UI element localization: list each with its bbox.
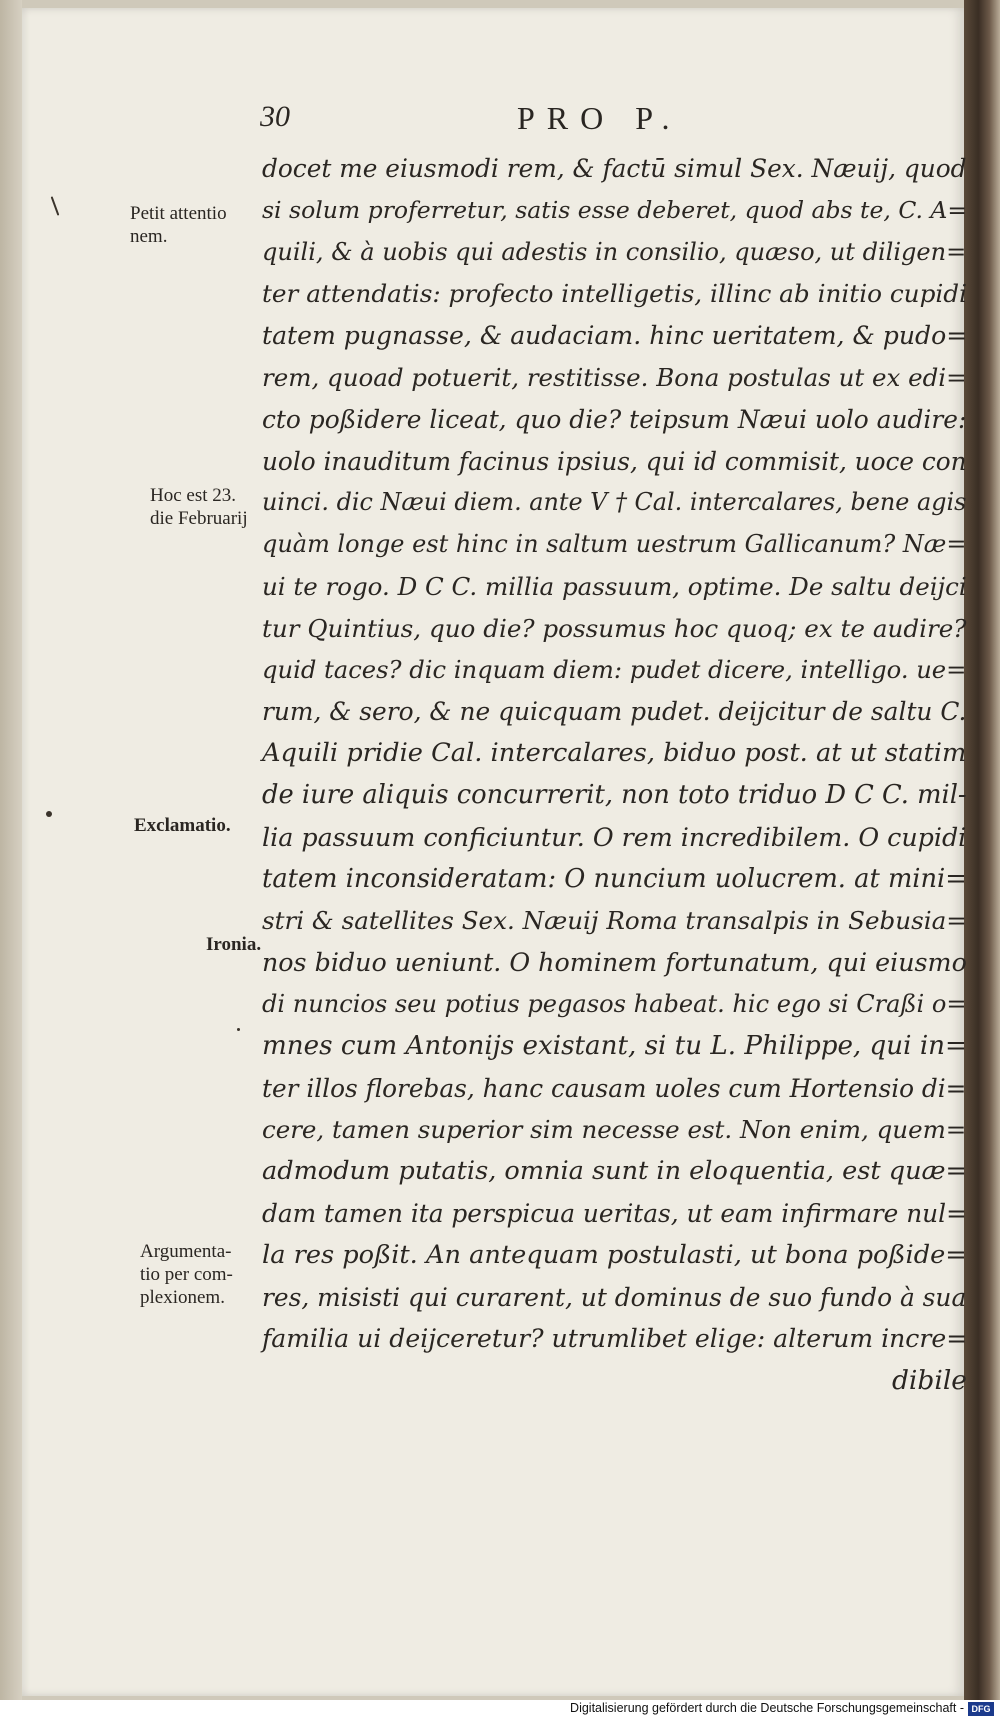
text-line: uolo inauditum facinus ipsius, qui id commisit, uoce con	[262, 446, 967, 476]
text-line: dam tamen ita perspicua ueritas, ut eam infirmare nul=	[262, 1198, 967, 1228]
text-line: ter illos florebas, hanc causam uoles cum Hortensio di=	[262, 1073, 967, 1103]
marginal-line: nem.	[130, 226, 168, 247]
book-spine-edge	[964, 0, 1000, 1700]
text-line: cere, tamen superior sim necesse est. Non enim, quem=	[262, 1115, 967, 1145]
text-line: dibile	[891, 1365, 967, 1397]
marginal-note-exclamatio	[134, 814, 314, 837]
marginal-line: tio per com-	[140, 1264, 233, 1285]
text-line: ter attendatis: profecto intelligetis, illinc ab initio cupidi	[262, 279, 968, 309]
marginal-line: Exclamatio.	[134, 815, 231, 836]
dfg-logo-icon: DFG	[968, 1702, 994, 1716]
text-line: quili, & à uobis qui adestis in consilio, quæso, ut diligen=	[262, 237, 967, 266]
text-line: uinci. dic Næui diem. ante V † Cal. intercalares, bene agis	[262, 488, 967, 517]
text-line: familia ui deijceretur? utrumlibet elige: alterum incre=	[262, 1324, 968, 1354]
text-line: res, misisti qui curarent, ut dominus de suo fundo à sua	[262, 1282, 967, 1312]
text-line: rum, & sero, & ne quicquam pudet. deijcitur de saltu C.	[262, 697, 967, 727]
marginal-line: die Februarij	[150, 508, 248, 529]
text-line: tur Quintius, quo die? possumus hoc quoq; ex te audire?	[262, 613, 967, 643]
text-line: quid taces? dic inquam diem: pudet dicere, intelligo. ue=	[262, 655, 967, 684]
book-page	[22, 8, 968, 1696]
text-line: docet me eiusmodi rem, & factū simul Sex. Næuij, quod	[262, 154, 967, 183]
text-line: de iure aliquis concurrerit, non toto triduo D C C. mil-	[262, 779, 967, 810]
footer-credit: Digitalisierung gefördert durch die Deutsche Forschungsgemeinschaft -	[570, 1701, 964, 1715]
marginal-line: Argumenta-	[140, 1241, 232, 1262]
marginal-line: Ironia.	[206, 934, 262, 955]
marginal-line: Petit attentio	[130, 203, 227, 224]
text-line: cto poßidere liceat, quo die? teipsum Næui uolo audire:	[262, 404, 967, 434]
page-number: 30	[260, 100, 290, 133]
marginal-note-petit	[130, 202, 310, 248]
text-line: ui te rogo. D C C. millia passuum, optime. De saltu deijci	[262, 571, 967, 601]
marginal-line: Hoc est 23.	[150, 485, 237, 506]
text-line: si solum proferretur, satis esse deberet, quod abs te, C. A=	[262, 195, 968, 224]
marginal-note-ironia	[206, 933, 386, 956]
main-text-block	[262, 148, 967, 1402]
running-head: PRO P.	[517, 100, 682, 136]
text-line: rem, quoad potuerit, restitisse. Bona postulas ut ex edi=	[262, 362, 967, 392]
page-header	[22, 100, 964, 140]
text-line: tatem inconsideratam: O nuncium uolucrem. at mini=	[262, 863, 967, 894]
text-line: lia passuum conficiuntur. O rem incredibilem. O cupidi	[262, 821, 967, 852]
ink-speck	[237, 1028, 240, 1031]
text-line: nos biduo ueniunt. O hominem fortunatum, qui eiusmo	[262, 947, 967, 978]
text-line: la res poßit. An antequam postulasti, ut bona poßide=	[262, 1239, 967, 1270]
marginal-note-hoc	[150, 484, 330, 530]
text-line: quàm longe est hinc in saltum uestrum Gallicanum? Næ=	[262, 530, 967, 559]
text-line: di nuncios seu potius pegasos habeat. hic ego si Craßi o=	[262, 989, 967, 1018]
text-line: Aquili pridie Cal. intercalares, biduo post. at ut statim	[262, 738, 967, 769]
ink-speck	[46, 811, 52, 817]
left-scan-edge	[0, 0, 22, 1719]
text-line: stri & satellites Sex. Næuij Roma transalpis in Sebusia=	[262, 906, 967, 936]
text-line: mnes cum Antonijs existant, si tu L. Philippe, qui in=	[262, 1030, 967, 1061]
ink-speck	[51, 196, 60, 215]
text-line: admodum putatis, omnia sunt in eloquentia, est quæ=	[262, 1156, 967, 1187]
digitization-footer	[0, 1700, 1000, 1719]
text-line: tatem pugnasse, & audaciam. hinc ueritatem, & pudo=	[262, 321, 968, 351]
marginal-line: plexionem.	[140, 1287, 225, 1308]
marginal-note-argumentatio	[140, 1240, 320, 1309]
